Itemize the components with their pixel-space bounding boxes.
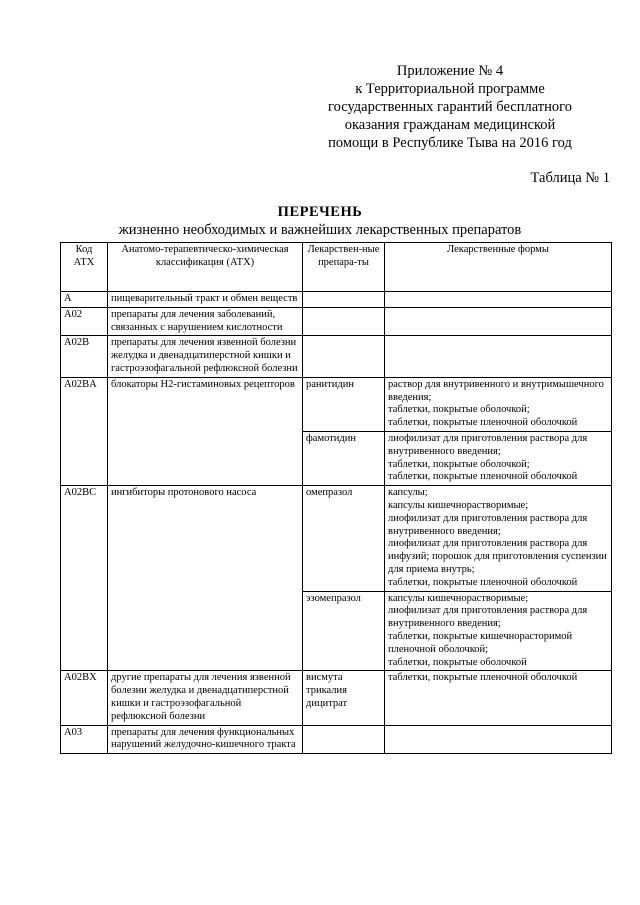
dosage-forms-cell (385, 377, 612, 431)
annex-line: помощи в Республике Тыва на 2016 год (328, 135, 572, 151)
dosage-form-item: таблетки, покрытые оболочкой; (388, 458, 530, 470)
header-code: Код АТХ (61, 243, 108, 292)
drug-name-cell (303, 292, 385, 308)
drug-name-cell (303, 725, 385, 754)
dosage-form-item: таблетки, покрытые кишечнорасторимой пленочной оболочкой; (388, 630, 573, 655)
dosage-forms-cell (385, 431, 612, 485)
header-classification: Анатомо-терапевтическо-химическая классификация (АТХ) (108, 243, 303, 292)
drug-name-cell: омепразол (303, 486, 385, 591)
dosage-forms-cell (385, 336, 612, 377)
drug-name-cell: фамотидин (303, 431, 385, 485)
document-title: ПЕРЕЧЕНЬ (277, 204, 363, 220)
dosage-form-item: таблетки, покрытые пленочной оболочкой (388, 576, 578, 588)
atc-code-cell: A03 (61, 725, 108, 754)
dosage-form-item: раствор для внутривенного и внутримышечного введения; (388, 378, 604, 403)
dosage-form-item: лиофилизат для приготовления раствора для внутривенного введения; (388, 432, 588, 457)
classification-cell: ингибиторы протонового насоса (108, 486, 303, 671)
dosage-form-item: таблетки, покрытые оболочкой (388, 656, 527, 668)
table-label: Таблица № 1 (530, 170, 610, 186)
annex-line: к Территориальной программе (355, 81, 545, 97)
annex-line: оказания гражданам медицинской (344, 117, 556, 133)
dosage-form-item: капсулы кишечнорастворимые; (388, 499, 529, 511)
table-row (61, 671, 612, 725)
drug-name-cell (303, 336, 385, 377)
dosage-form-item: лиофилизат для приготовления раствора для внутривенного введения; (388, 512, 588, 537)
atc-code-cell: A02B (61, 336, 108, 377)
dosage-forms-cell (385, 292, 612, 308)
drug-name-cell: ранитидин (303, 377, 385, 431)
dosage-form-item: капсулы; (388, 487, 428, 499)
classification-cell: препараты для лечения заболеваний, связанных с нарушением кислотности (108, 307, 303, 336)
table-row (61, 377, 612, 431)
classification-cell: пищеварительный тракт и обмен веществ (108, 292, 303, 308)
classification-cell: блокаторы Н2-гистаминовых рецепторов (108, 377, 303, 485)
dosage-form-item: таблетки, покрытые пленочной оболочкой (388, 417, 578, 429)
drug-name-cell: эзомепразол (303, 591, 385, 671)
dosage-forms-cell (385, 486, 612, 591)
drug-name-cell (303, 307, 385, 336)
atc-code-cell: A02BC (61, 486, 108, 671)
atc-code-cell: A02BA (61, 377, 108, 485)
atc-code-cell: A02 (61, 307, 108, 336)
dosage-forms-cell (385, 725, 612, 754)
dosage-form-item: капсулы кишечнорастворимые; (388, 592, 529, 604)
classification-cell: препараты для лечения язвенной болезни желудка и двенадцатиперстной кишки и гастроэзофагальной рефлюксной болезни (108, 336, 303, 377)
atc-code-cell: А (61, 292, 108, 308)
annex-line: государственных гарантий бесплатного (328, 99, 572, 115)
atc-code-cell: A02BX (61, 671, 108, 725)
annex-header (280, 62, 620, 152)
table-header-row (61, 243, 612, 292)
annex-line: Приложение № 4 (396, 63, 504, 79)
drug-name-cell: висмута трикалия дицитрат (303, 671, 385, 725)
dosage-forms-cell (385, 307, 612, 336)
dosage-forms-cell (385, 671, 612, 725)
table-row (61, 725, 612, 754)
dosage-form-item: лиофилизат для приготовления раствора для внутривенного введения; (388, 605, 588, 630)
table-row (61, 307, 612, 336)
header-drugs: Лекарствен-ные препара-ты (303, 243, 385, 292)
dosage-form-item: таблетки, покрытые оболочкой; (388, 404, 530, 416)
table-row (61, 336, 612, 377)
table-row (61, 292, 612, 308)
classification-cell: другие препараты для лечения язвенной болезни желудка и двенадцатиперстной кишки и гастроэзофагальной рефлюксной болезни (108, 671, 303, 725)
header-forms: Лекарственные формы (385, 243, 612, 292)
dosage-form-item: таблетки, покрытые пленочной оболочкой (388, 672, 578, 684)
dosage-form-item: таблетки, покрытые пленочной оболочкой (388, 471, 578, 483)
classification-cell: препараты для лечения функциональных нарушений желудочно-кишечного тракта (108, 725, 303, 754)
dosage-form-item: лиофилизат для приготовления раствора для инфузий; порошок для приготовления суспензии для приема внутрь; (388, 538, 607, 575)
drug-list-table (60, 242, 612, 754)
table-body (61, 292, 612, 754)
document-subtitle: жизненно необходимых и важнейших лекарственных препаратов (118, 222, 522, 238)
dosage-forms-cell (385, 591, 612, 671)
table-row (61, 486, 612, 591)
